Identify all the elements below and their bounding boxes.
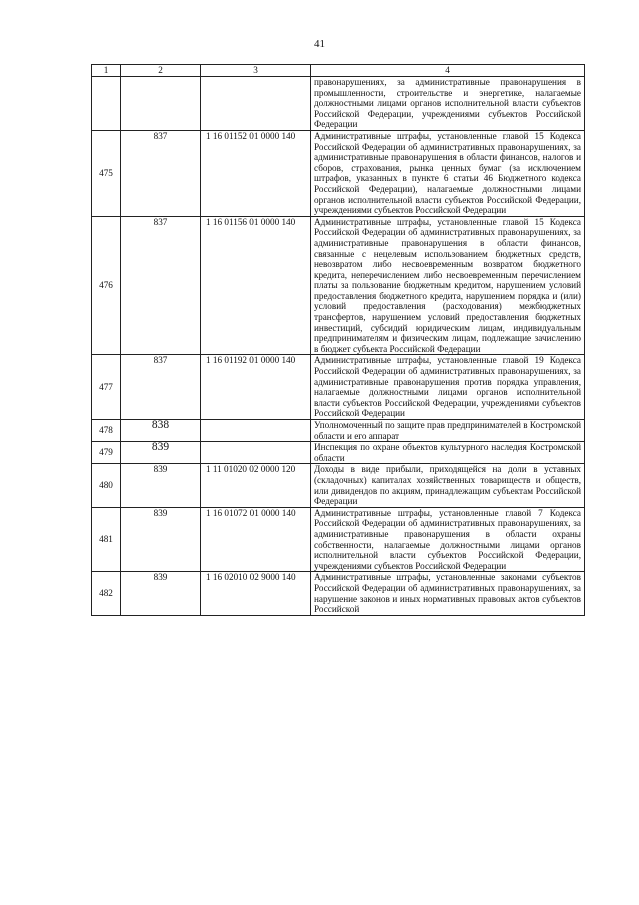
- administrator-code: 838: [121, 420, 201, 442]
- table-row: [92, 507, 585, 572]
- row-number: 476: [92, 216, 121, 355]
- table-row: [92, 442, 585, 464]
- budget-classification-code: 1 16 01156 01 0000 140: [201, 216, 311, 355]
- row-number: 482: [92, 572, 121, 615]
- column-number-4: 4: [311, 65, 585, 77]
- row-number: 478: [92, 420, 121, 442]
- budget-classification-code: 1 16 02010 02 9000 140: [201, 572, 311, 615]
- revenue-description: Инспекция по охране объектов культурного наследия Костромской области: [311, 442, 585, 464]
- table-row: [92, 355, 585, 420]
- revenue-description: правонарушениях, за административные правонарушения в промышленности, строительстве и энергетике, налагаемые должностными лицами органов исполнительной власти субъектов Российской Федерации, учреждениями субъектов Российской Федерации: [311, 77, 585, 131]
- administrator-code: 837: [121, 216, 201, 355]
- column-number-1: 1: [92, 65, 121, 77]
- row-number: 477: [92, 355, 121, 420]
- column-number-row: [92, 65, 585, 77]
- row-number: 475: [92, 130, 121, 216]
- table-row: [92, 130, 585, 216]
- table-row: [92, 572, 585, 615]
- revenue-description: Доходы в виде прибыли, приходящейся на доли в уставных (складочных) капиталах хозяйственных товариществ и обществ, или дивидендов по акциям, принадлежащим субъектам Российской Федерации: [311, 464, 585, 507]
- revenue-description: Административные штрафы, установленные главой 15 Кодекса Российской Федерации об административных правонарушениях, за административные правонарушения в области финансов, налогов и сборов, страхования, рынка ценных бумаг (за исключением штрафов, указанных в пункте 6 статьи 46 Бюджетного кодекса Российской Федерации), налагаемые должностными лицами органов исполнительной власти субъектов Российской Федерации, учреждениями субъектов Российской Федерации: [311, 130, 585, 216]
- administrator-code: 839: [121, 507, 201, 572]
- revenue-description: Административные штрафы, установленные главой 15 Кодекса Российской Федерации об административных правонарушениях, за административные правонарушения в области финансов, связанные с нецелевым использованием бюджетных средств, невозвратом либо несвоевременным возвратом бюджетного кредита, неперечислением либо несвоевременным перечислением платы за пользование бюджетным кредитом, нарушением условий предоставления бюджетного кредита, нарушением порядка и (или) условий предоставления (расходования) межбюджетных трансфертов, нарушением условий предоставления бюджетных инвестиций, субсидий юридическим лицам, индивидуальным предпринимателям и физическим лицам, подлежащие зачислению в бюджет субъекта Российской Федерации: [311, 216, 585, 355]
- revenue-description: Уполномоченный по защите прав предпринимателей в Костромской области и его аппарат: [311, 420, 585, 442]
- row-number: [92, 77, 121, 131]
- administrator-code: [121, 77, 201, 131]
- budget-classification-code: 1 16 01152 01 0000 140: [201, 130, 311, 216]
- table-row: [92, 420, 585, 442]
- row-number: 479: [92, 442, 121, 464]
- administrator-code: 839: [121, 464, 201, 507]
- budget-classification-code: [201, 442, 311, 464]
- revenue-description: Административные штрафы, установленные законами субъектов Российской Федерации об административных правонарушениях, за нарушение законов и иных нормативных правовых актов субъектов Российской: [311, 572, 585, 615]
- table-row: [92, 77, 585, 131]
- page-number: 41: [314, 38, 325, 50]
- table-row: [92, 464, 585, 507]
- budget-classification-code: [201, 420, 311, 442]
- table-row: [92, 216, 585, 355]
- administrator-code: 837: [121, 130, 201, 216]
- budget-classification-code: 1 11 01020 02 0000 120: [201, 464, 311, 507]
- budget-revenue-table: [91, 64, 585, 616]
- row-number: 481: [92, 507, 121, 572]
- budget-classification-code: 1 16 01192 01 0000 140: [201, 355, 311, 420]
- administrator-code: 839: [121, 572, 201, 615]
- administrator-code: 839: [121, 442, 201, 464]
- revenue-description: Административные штрафы, установленные главой 7 Кодекса Российской Федерации об административных правонарушениях, за административные правонарушения в области охраны собственности, налагаемые должностными лицами органов исполнительной власти субъектов Российской Федерации, учреждениями субъектов Российской Федерации: [311, 507, 585, 572]
- column-number-2: 2: [121, 65, 201, 77]
- budget-classification-code: [201, 77, 311, 131]
- row-number: 480: [92, 464, 121, 507]
- revenue-description: Административные штрафы, установленные главой 19 Кодекса Российской Федерации об административных правонарушениях, за административные правонарушения против порядка управления, налагаемые должностными лицами органов исполнительной власти субъектов Российской Федерации, учреждениями субъектов Российской Федерации: [311, 355, 585, 420]
- budget-classification-code: 1 16 01072 01 0000 140: [201, 507, 311, 572]
- column-number-3: 3: [201, 65, 311, 77]
- administrator-code: 837: [121, 355, 201, 420]
